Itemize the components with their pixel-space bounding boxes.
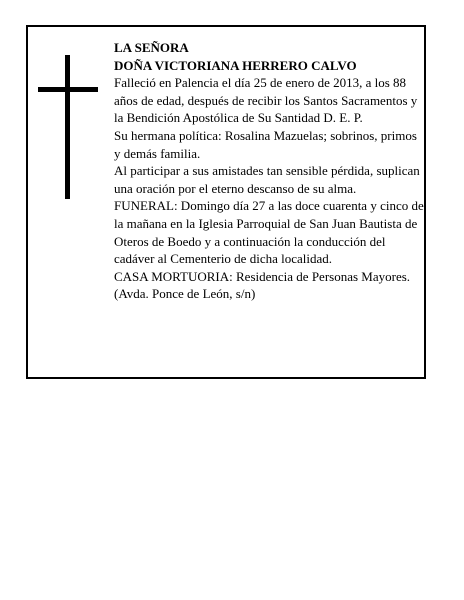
- family-paragraph: Su hermana política: Rosalina Mazuelas; sobrinos, primos y demás familia.: [114, 127, 417, 161]
- prayer-paragraph: Al participar a sus amistades tan sensible pérdida, suplican una oración por el eterno descanso de su alma.: [114, 163, 420, 196]
- obituary-notice: [26, 25, 426, 379]
- mortuary-paragraph: CASA MORTUORIA: Residencia de Personas Mayores. (Avda. Ponce de León, s/n): [114, 268, 411, 302]
- deceased-name: DOÑA VICTORIANA HERRERO CALVO: [114, 57, 357, 73]
- notice-text: [114, 39, 424, 303]
- cross-icon: [38, 55, 98, 199]
- funeral-paragraph: FUNERAL: Domingo día 27 a las doce cuarenta y cinco de la mañana en la Iglesia Parroquial de San Juan Bautista de Oteros de Boedo y a continuación la conducción del cadáver al Cementerio de dicha localidad.: [114, 198, 424, 267]
- death-paragraph: Falleció en Palencia el día 25 de enero de 2013, a los 88 años de edad, después de recibir los Santos Sacramentos y la Bendición Apostólica de Su Santidad D. E. P.: [114, 75, 418, 126]
- cross-horizontal-bar: [38, 87, 98, 92]
- notice-title: LA SEÑORA: [114, 40, 189, 55]
- cross-vertical-bar: [65, 55, 70, 199]
